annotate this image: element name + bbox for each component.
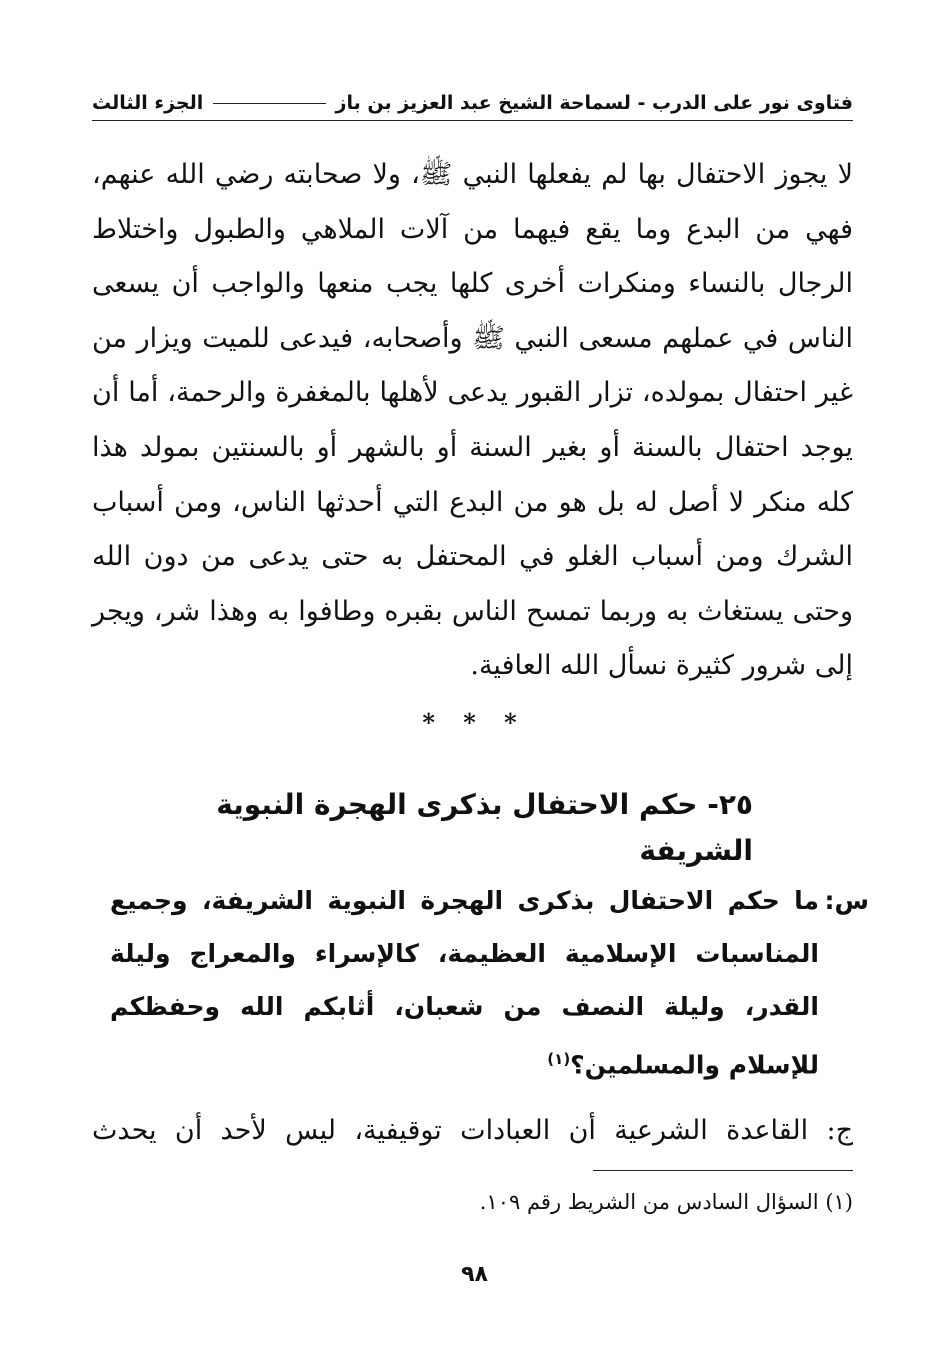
answer-text: القاعدة الشرعية أن العبادات توقيفية، ليس لأحد أن يحدث: [92, 1115, 809, 1146]
question-text: ما حكم الاحتفال بذكرى الهجرة النبوية الشريفة، وجميع المناسبات الإسلامية العظيمة، كالإسراء والمعراج وليلة القدر، وليلة النصف من شعبان، أثابكم الله وحفظكم للإسلام والمسلمين؟: [110, 886, 819, 1080]
question-block: [110, 874, 869, 1091]
section-title: ٢٥- حكم الاحتفال بذكرى الهجرة النبوية الشريفة: [216, 788, 753, 867]
header-series-title: فتاوى نور على الدرب - لسماحة الشيخ عبد العزيز بن باز: [335, 92, 853, 114]
answer-label: ج:: [826, 1115, 853, 1146]
header-rule: [213, 103, 325, 104]
question-label: س:: [824, 886, 869, 915]
answer-block: [92, 1104, 853, 1158]
footnote: [92, 1184, 853, 1220]
page-number: ٩٨: [461, 1262, 488, 1287]
header-volume: الجزء الثالث: [92, 92, 204, 114]
running-header: [92, 86, 853, 121]
question-footnote-ref: (١): [547, 1050, 571, 1068]
footnote-divider: [593, 1170, 853, 1171]
footnote-marker: (١): [825, 1190, 853, 1214]
body-paragraph-text: لا يجوز الاحتفال بها لم يفعلها النبي ﷺ، ولا صحابته رضي الله عنهم، فهي من البدع وما يقع فيهما من آلات الملاهي والطبول واختلاط الرجال بالنساء ومنكرات أخرى كلها يجب منعها والواجب أن يسعى الناس في عملهم مسعى النبي ﷺ وأصحابه، فيدعى للميت ويزار من غير احتفال بمولده، تزار القبور يدعى لأهلها بالمغفرة والرحمة، أما أن يوجد احتفال بالسنة أو بغير السنة أو بالشهر أو بالسنتين بمولد هذا كله منكر لا أصل له بل هو من البدع التي أحدثها الناس، ومن أسباب الشرك ومن أسباب الغلو في المحتفل به حتى يدعى من دون الله وحتى يستغاث به وربما تمسح الناس بقبره وطافوا به وهذا شر، ويجر إلى شرور كثيرة نسأل الله العافية.: [92, 159, 854, 682]
section-separator: * * *: [422, 708, 527, 737]
footnote-text: السؤال السادس من الشريط رقم ١٠٩.: [479, 1190, 819, 1214]
body-paragraph: [92, 148, 853, 694]
